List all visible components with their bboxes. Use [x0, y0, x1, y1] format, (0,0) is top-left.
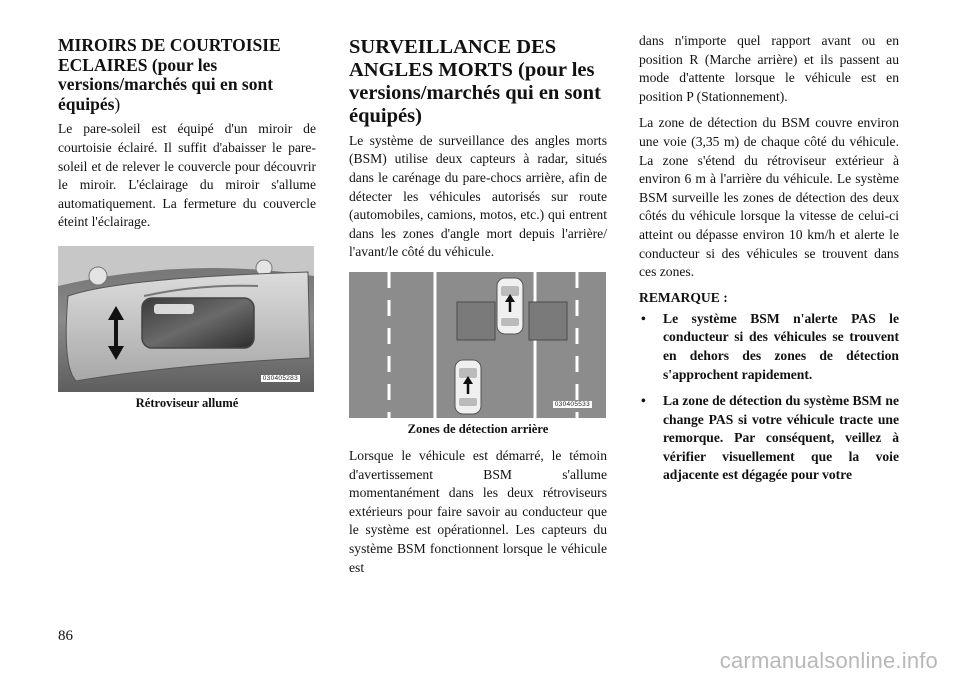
figure-caption: Rétroviseur allumé	[135, 395, 239, 410]
note-list	[639, 310, 899, 485]
list-item	[639, 310, 899, 384]
list-item	[639, 392, 899, 485]
heading-text: MIROIRS DE COURTOISIE ECLAIRES (pour les versions/marchés qui en sont équipés	[58, 35, 281, 114]
figure-code: 030405283	[262, 374, 298, 382]
figure-illuminated-mirror	[58, 246, 314, 392]
mirror-description: Le pare-soleil est équipé d'un miroir de courtoisie éclairé. Il suffit d'abaisser le pare-soleil et de relever le couvercle pour découvrir le miroir. L'éclairage du miroir s'allume automatiquement. La fermeture du couvercle éteint l'éclairage.	[58, 121, 316, 230]
visor-clip-left	[89, 267, 107, 285]
section-heading-blind-spot: SURVEILLANCE DES ANGLES MORTS (pour les versions/marchés qui en sont équipés)	[349, 36, 601, 127]
road-diagram	[349, 272, 606, 418]
list-item-text: Le système BSM n'alerte PAS le conducteur si des véhicules se trouvent en dehors des zones de détection s'approchent rapidement.	[663, 310, 899, 382]
bullet-icon: •	[641, 393, 646, 409]
figure-detection-zones	[349, 272, 606, 418]
figure-caption: Zones de détection arrière	[407, 421, 549, 436]
section-heading-courtesy-mirrors	[58, 36, 316, 114]
host-vehicle	[497, 278, 523, 334]
figure-code: 030405533	[554, 400, 590, 408]
bsm-gears: dans n'importe quel rapport avant ou en position R (Marche arrière) et ils passent au mode d'attente lorsque le véhicule est en position P (Stationnement).	[639, 33, 899, 104]
detection-zone-right	[529, 302, 567, 340]
list-item-text: La zone de détection du système BSM ne change PAS si votre véhicule tracte une remorque. Par conséquent, veillez à vérifier visuellement que la voie adjacente est dégagée pour votre	[663, 393, 899, 483]
note-title: REMARQUE :	[639, 289, 728, 305]
watermark: carmanualsonline.info	[719, 648, 938, 673]
bsm-startup: Lorsque le véhicule est démarré, le témoin d'avertissement BSM s'allume momentanément dans les deux rétroviseurs extérieurs pour faire savoir au conducteur que le système est opérationnel. Les capteurs du système BSM fonctionnent lorsque le véhicule est	[349, 447, 607, 575]
column-middle	[349, 36, 607, 585]
bullet-icon: •	[641, 310, 646, 326]
detection-zone-left	[457, 302, 495, 340]
page-number: 86	[58, 628, 73, 644]
column-right	[639, 32, 899, 493]
column-left	[58, 36, 316, 411]
bsm-intro: Le système de surveillance des angles morts (BSM) utilise deux capteurs à radar, situés dans le carénage du pare-chocs arrière, afin de détecter les véhicules autorisés sur route (automobiles, camions, motos, etc.) qui entrent dans les zones d'angle mort depuis l'arrière/ l'avant/le côté du véhicule.	[349, 132, 607, 260]
approaching-vehicle	[455, 360, 481, 414]
sun-visor-illustration	[58, 246, 314, 392]
heading-paren: )	[114, 93, 121, 114]
bsm-detection-zone: La zone de détection du BSM couvre environ une voie (3,35 m) de chaque côté du véhicule. La zone s'étend du rétroviseur extérieur à environ 6 m à l'arrière du véhicule. Le système BSM surveille les zones de détection des deux côtés du véhicule lorsque la vitesse de celui-ci atteint ou dépasse environ 10 km/h et alerte le conducteur si des véhicules se trouvent dans ces zones.	[639, 115, 899, 280]
